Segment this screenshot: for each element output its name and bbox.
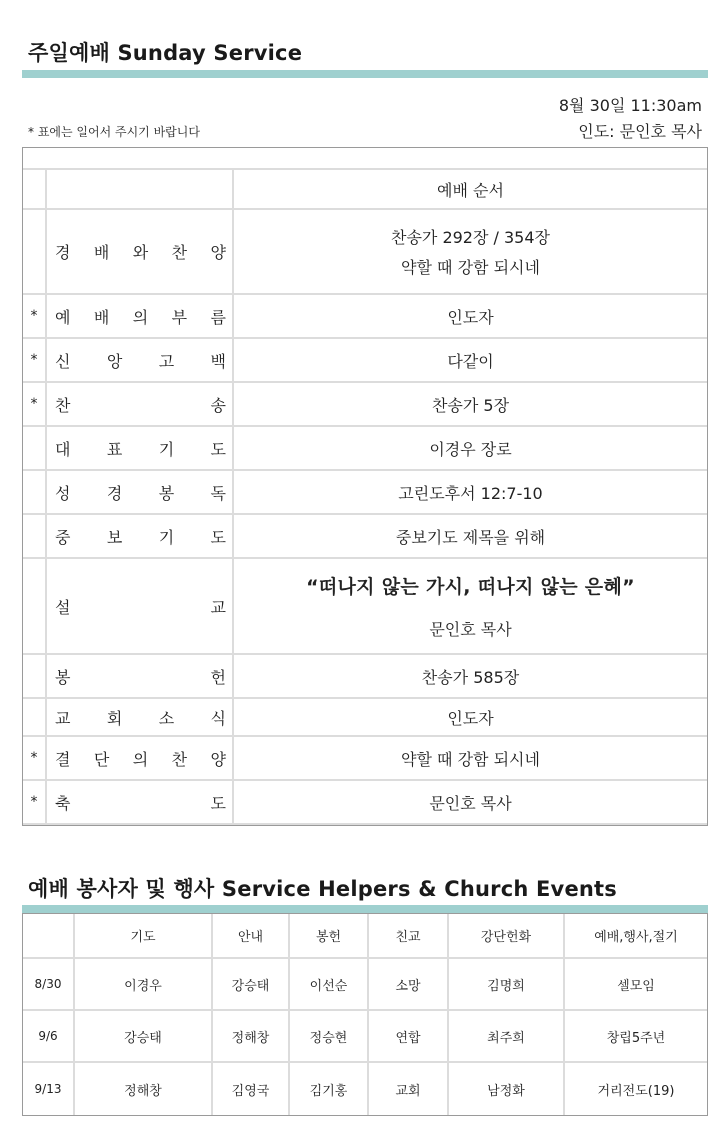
order-item-content [234,471,707,515]
helpers-cell: 정해창 [213,1011,290,1063]
helpers-table [22,913,708,1116]
helpers-cell: 셀모임 [565,959,707,1011]
content-line: 약할 때 강함 되시네 [401,258,540,277]
label-char: 봉 [158,483,175,503]
section-title-service-helpers: 예배 봉사자 및 행사 Service Helpers & Church Events [28,877,617,901]
content-line: 중보기도 제목을 위해 [395,527,546,547]
label-char: 설 [55,597,71,617]
order-row [23,781,707,825]
order-item-content [234,339,707,383]
helpers-cell: 김영국 [213,1063,290,1115]
order-row [23,515,707,559]
label-char: 도 [210,439,226,459]
helpers-row [23,1011,707,1063]
helpers-cell: 소망 [369,959,449,1011]
standing-marker [23,515,47,559]
order-row [23,471,707,515]
order-item-content [234,699,707,737]
content-line: 문인호 목사 [429,620,512,639]
label-char: 의 [132,749,149,769]
worship-order-table [22,147,708,826]
helpers-cell: 이선순 [290,959,369,1011]
label-char: 중 [55,527,71,547]
order-item-content [234,210,707,295]
helpers-cell: 교회 [369,1063,449,1115]
helpers-date: 9/6 [23,1011,75,1063]
label-char: 양 [210,749,226,769]
standing-marker [23,210,47,295]
label-char: 기 [158,439,175,459]
label-char: 름 [210,307,226,327]
standing-marker [23,699,47,737]
label-char: 경 [106,483,123,503]
order-item-content [234,559,707,655]
label-char: 기 [158,527,175,547]
section-divider-bar [22,70,708,78]
helpers-column-header: 안내 [213,914,290,959]
label-char: 신 [55,351,71,371]
label-char: 배 [93,307,110,327]
helpers-cell: 이경우 [75,959,213,1011]
label-char: 소 [158,708,175,728]
blank-row [23,148,707,170]
content-line: 문인호 목사 [429,793,512,813]
service-leader: 인도: 문인호 목사 [578,122,702,141]
standing-marker: * [23,295,47,339]
order-item-content [234,427,707,471]
content-line: 약할 때 강함 되시네 [401,749,540,769]
label-char: 단 [93,749,110,769]
label-char: 찬 [171,243,188,262]
order-item-content [234,515,707,559]
order-row [23,699,707,737]
label-char: 회 [106,708,123,728]
order-row [23,295,707,339]
label-char: 백 [210,351,226,371]
order-item-label [47,295,234,339]
label-char: 교 [55,708,71,728]
label-char: 배 [93,243,110,262]
content-line: 인도자 [447,708,494,728]
order-item-content [234,655,707,699]
label-char: 예 [55,307,71,327]
helpers-row [23,959,707,1011]
helpers-cell: 김기홍 [290,1063,369,1115]
content-line: 찬송가 292장 / 354장 [390,228,550,247]
standing-note: * 표에는 일어서 주시기 바랍니다 [28,125,200,139]
helpers-column-header [23,914,75,959]
order-item-content [234,295,707,339]
label-char: 도 [210,793,226,813]
order-item-label [47,737,234,781]
service-datetime: 8월 30일 11:30am [558,96,702,115]
helpers-cell: 정해창 [75,1063,213,1115]
label-char: 고 [158,351,175,371]
order-item-label [47,427,234,471]
label-char: 와 [132,243,149,262]
order-item-label [47,339,234,383]
helpers-column-header: 강단헌화 [449,914,565,959]
standing-marker: * [23,383,47,427]
order-item-label [47,383,234,427]
helpers-date: 9/13 [23,1063,75,1115]
order-item-content [234,737,707,781]
label-char: 찬 [171,749,188,769]
helpers-cell: 김명희 [449,959,565,1011]
label-char: 표 [106,439,123,459]
helpers-cell: 연합 [369,1011,449,1063]
order-row [23,737,707,781]
order-item-label [47,781,234,825]
order-row [23,559,707,655]
helpers-cell: 정승현 [290,1011,369,1063]
helpers-column-header: 예배,행사,절기 [565,914,707,959]
order-item-label [47,471,234,515]
sermon-title: “떠나지 않는 가시, 떠나지 않는 은혜” [306,576,635,598]
label-char: 양 [210,243,226,262]
helpers-cell: 강승태 [213,959,290,1011]
order-item-label [47,559,234,655]
helpers-cell: 강승태 [75,1011,213,1063]
helpers-header-row [23,914,707,959]
order-row [23,210,707,295]
label-char: 결 [55,749,71,769]
label-char: 송 [210,395,226,415]
helpers-row [23,1063,707,1115]
order-item-content [234,383,707,427]
order-item-label [47,699,234,737]
content-line: 이경우 장로 [429,439,512,459]
label-char: 도 [210,527,226,547]
content-line: 찬송가 5장 [431,395,510,415]
label-char: 앙 [106,351,123,371]
standing-marker [23,427,47,471]
order-header-row [23,170,707,210]
content-line: 고린도후서 12:7-10 [398,483,543,503]
content-line: 인도자 [447,307,494,327]
label-char: 의 [132,307,149,327]
label-char: 봉 [55,667,71,687]
label-char: 헌 [210,667,226,687]
section-title-sunday-service: 주일예배 Sunday Service [28,41,303,65]
label-char: 부 [171,307,188,327]
order-item-content [234,781,707,825]
helpers-column-header: 친교 [369,914,449,959]
order-item-label [47,655,234,699]
label-char: 독 [210,483,226,503]
order-row [23,427,707,471]
label-char: 대 [55,439,71,459]
order-header: 예배 순서 [234,170,707,210]
order-row [23,383,707,427]
standing-marker [23,471,47,515]
helpers-cell: 최주희 [449,1011,565,1063]
helpers-cell: 남정화 [449,1063,565,1115]
order-row [23,339,707,383]
content-line: 다같이 [447,351,494,371]
standing-marker [23,559,47,655]
label-char: 축 [55,793,71,813]
order-row [23,655,707,699]
label-char: 경 [55,243,71,262]
helpers-cell: 창립5주년 [565,1011,707,1063]
section-divider-bar-2 [22,905,708,913]
standing-marker [23,655,47,699]
label-char: 식 [210,708,226,728]
label-char: 보 [106,527,123,547]
standing-marker: * [23,737,47,781]
standing-marker: * [23,339,47,383]
order-item-label [47,210,234,295]
standing-marker: * [23,781,47,825]
content-line: 찬송가 585장 [421,667,520,687]
order-item-label [47,515,234,559]
helpers-column-header: 기도 [75,914,213,959]
label-char: 교 [210,597,226,617]
label-char: 성 [55,483,71,503]
helpers-date: 8/30 [23,959,75,1011]
helpers-cell: 거리전도(19) [597,1083,675,1099]
label-char: 찬 [55,395,71,415]
helpers-column-header: 봉헌 [290,914,369,959]
